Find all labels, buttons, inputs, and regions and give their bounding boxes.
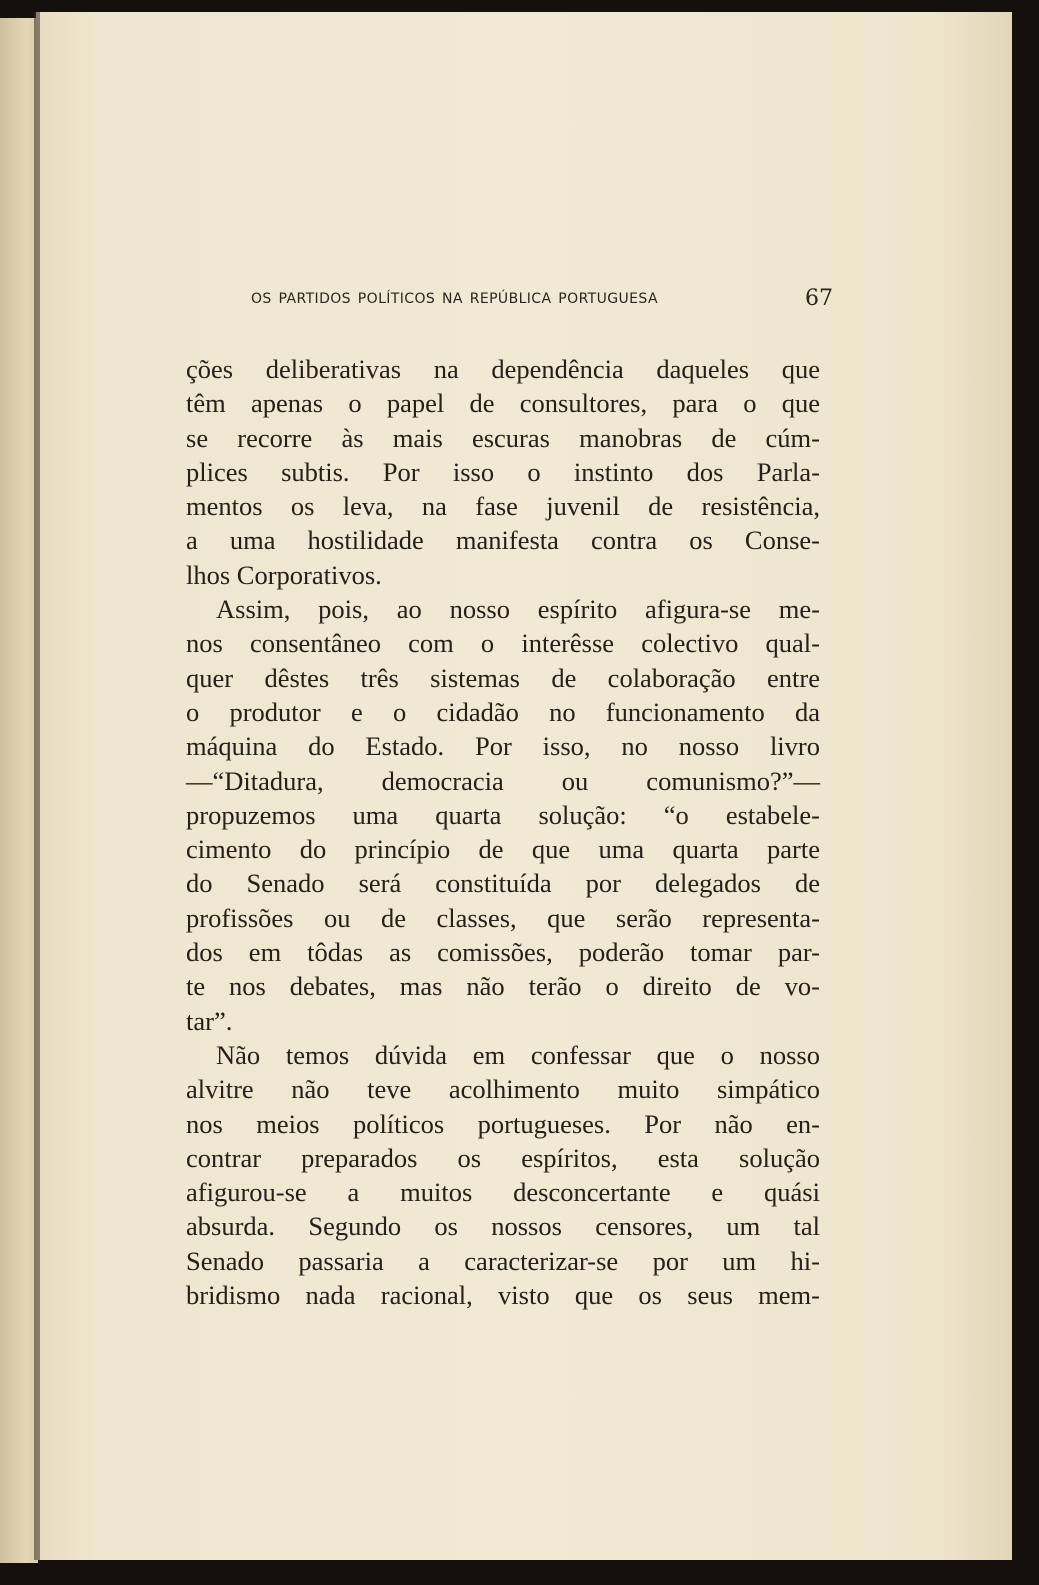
previous-page-edge: [0, 18, 38, 1563]
body-text: [186, 352, 820, 1312]
text-line: cimento do princípio de que uma quarta parte: [186, 834, 820, 865]
text-line: Senado passaria a caracterizar-se por um hi-: [186, 1245, 820, 1276]
text-line: se recorre às mais escuras manobras de cúm-: [186, 422, 820, 453]
text-line: tar”.: [186, 1005, 233, 1036]
text-line: nos consentâneo com o interêsse colectivo qual-: [186, 628, 820, 659]
text-line: te nos debates, mas não terão o direito de vo-: [186, 971, 820, 1002]
text-line: Não temos dúvida em confessar que o nosso: [216, 1039, 820, 1070]
text-line: absurda. Segundo os nossos censores, um tal: [186, 1211, 820, 1242]
text-line: nos meios políticos portugueses. Por não en-: [186, 1108, 820, 1139]
text-line: lhos Corporativos.: [186, 559, 382, 590]
text-line: quer dêstes três sistemas de colaboração entre: [186, 662, 820, 693]
text-line: plices subtis. Por isso o instinto dos Parla-: [186, 456, 820, 487]
text-line: máquina do Estado. Por isso, no nosso livro: [186, 731, 820, 762]
text-line: contrar preparados os espíritos, esta solução: [186, 1142, 820, 1173]
text-line: alvitre não teve acolhimento muito simpático: [186, 1074, 820, 1105]
text-line: a uma hostilidade manifesta contra os Conse-: [186, 525, 820, 556]
text-line: ções deliberativas na dependência daqueles que: [186, 354, 820, 384]
page-number: 67: [805, 286, 833, 311]
text-line: propuzemos uma quarta solução: “o estabele-: [186, 799, 820, 830]
text-line: bridismo nada racional, visto que os seus mem-: [186, 1280, 820, 1311]
text-line: dos em tôdas as comissões, poderão tomar par-: [186, 937, 820, 968]
text-line: o produtor e o cidadão no funcionamento da: [186, 696, 820, 727]
text-line: afigurou-se a muitos desconcertante e quási: [186, 1177, 820, 1208]
gutter-shadow: [34, 12, 40, 1560]
text-line: do Senado será constituída por delegados de: [186, 868, 820, 899]
page-header: [251, 288, 833, 316]
text-line: mentos os leva, na fase juvenil de resistência,: [186, 491, 820, 522]
text-line: têm apenas o papel de consultores, para o que: [186, 388, 820, 419]
text-line: profissões ou de classes, que serão representa-: [186, 902, 820, 933]
text-line: —“Ditadura, democracia ou comunismo?”—: [186, 765, 820, 796]
text-line: Assim, pois, ao nosso espírito afigura-se me-: [216, 594, 820, 625]
running-title: OS PARTIDOS POLÍTICOS NA REPÚBLICA PORTUGUESA: [251, 291, 658, 307]
